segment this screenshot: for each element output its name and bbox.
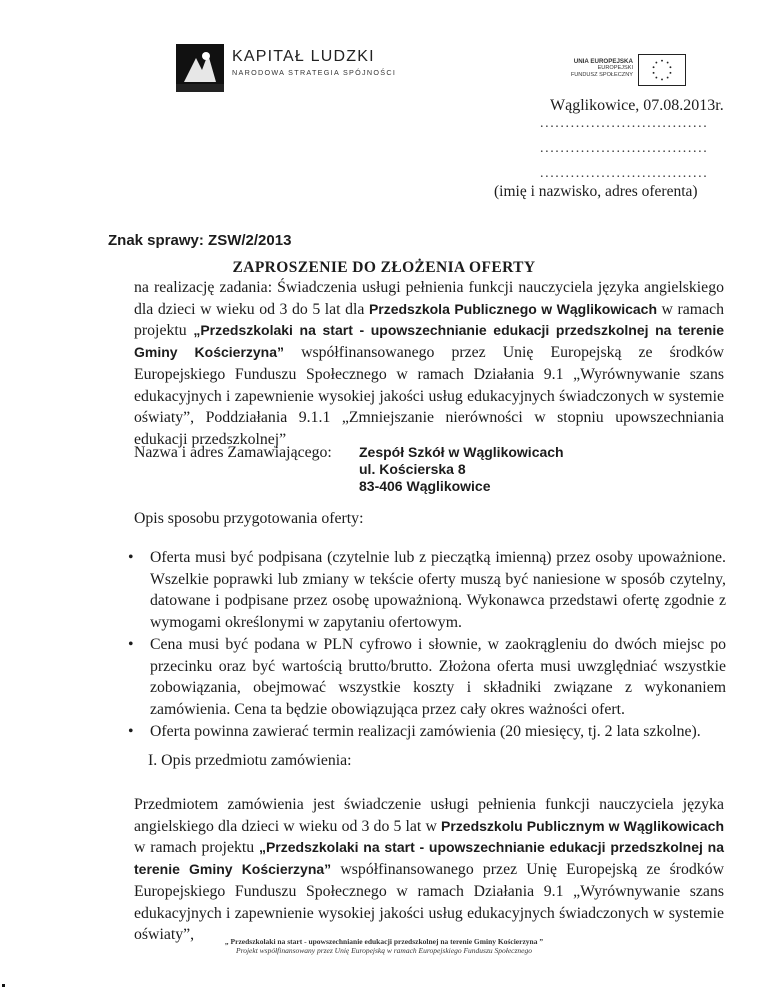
applicant-field-line-3: ................................. [540, 166, 709, 181]
subject-text-3: współfinansowanego przez Unię Europejską ze środków Europejskiego Funduszu Społecznego w ramach Działania 9.1 „Wyrównywanie szans edukacyjnych i zapewnienie wysokiej jakości usług edukacyjnych świadczonych w systemie oświaty”, [134, 861, 724, 944]
list-item-text: Cena musi być podana w PLN cyfrowo i słownie, w zaokrągleniu do dwóch miejsc po przecinku oraz być wartością brutto/brutto. Złożona oferta musi uwzględniać wszystkie zobowiązania, obejmować wszystkie koszty i składniki związane z wykonaniem zamówienia. Cena ta będzie obowiązująca przez cały okres ważności ofert. [150, 635, 726, 718]
intro-text-2: w ramach projektu [134, 300, 724, 340]
applicant-field-line-2: ................................. [540, 141, 709, 156]
program-name: KAPITAŁ LUDZKI [232, 48, 375, 65]
eu-fund-1: EUROPEJSKI [597, 65, 633, 71]
intro-project-name: „Przedszkolaki na start - upowszechnianie edukacji przedszkolnej na terenie Gminy Kościerzyna” [134, 322, 725, 361]
eu-fund-2: FUNDUSZ SPOŁECZNY [570, 72, 633, 78]
applicant-field-label: (imię i nazwisko, adres oferenta) [494, 183, 698, 200]
intro-text-1: na realizację zadania: Świadczenia usługi pełnienia funkcji nauczyciela języka angielskiego dla dzieci w wieku od 3 do 5 lat dla [134, 279, 724, 318]
footer-project: „ Przedszkolaki na start - upowszechnianie edukacji przedszkolnej na terenie Gminy Kościerzyna ” [224, 937, 544, 946]
applicant-field-line-1: ................................. [540, 116, 709, 131]
orderer-label: Nazwa i adres Zamawiającego: [134, 444, 332, 461]
program-subtitle: NARODOWA STRATEGIA SPÓJNOŚCI [232, 68, 397, 77]
list-item-text: Oferta powinna zawierać termin realizacji zamówienia (20 miesięcy, tj. 2 lata szkolne). [150, 722, 701, 740]
scan-mark [2, 984, 5, 987]
orderer-city: 83-406 Wąglikowice [359, 478, 491, 494]
orderer-address [359, 444, 564, 495]
intro-kindergarten: Przedszkola Publicznego w Wąglikowicach [368, 300, 658, 317]
preparation-heading: Opis sposobu przygotowania oferty: [134, 510, 364, 527]
subject-kindergarten: Przedszkolu Publicznym w Wąglikowicach [441, 817, 724, 834]
list-item-text: Oferta musi być podpisana (czytelnie lub z pieczątką imienną) przez osoby upoważnione. Wszelkie poprawki lub zmiany w tekście oferty muszą być naniesione w sposób czytelny, datowane i podpisane przez osobę upoważnioną. Wykonawca przedstawi ofertę zgodnie z wymogami określonymi w zapytaniu ofertowym. [150, 549, 726, 632]
page-footer [0, 937, 768, 955]
intro-text-3: współfinansowanego przez Unię Europejską ze środków Europejskiego Funduszu Społecznego w ramach Działania 9.1 „Wyrównywanie szans edukacyjnych i zapewnienie wysokiej jakości usług edukacyjnych świadczonych w systemie oświaty”, Poddziałania 9.1.1 „Zmniejszanie nierówności w stopniu upowszechniania edukacji przedszkolnej” [134, 344, 725, 448]
subject-project-name: „Przedszkolaki na start - upowszechnianie edukacji przedszkolnej na terenie Gminy Kościerzyna” [134, 839, 724, 878]
date-place: Wąglikowice, 07.08.2013r. [550, 97, 724, 114]
kapital-ludzki-logo [176, 44, 224, 92]
eu-flag-icon [638, 54, 686, 86]
subject-text-2: w ramach projektu [134, 839, 259, 857]
subject-text-1: Przedmiotem zamówienia jest świadczenie usługi pełnienia funkcji nauczyciela języka angielskiego dla dzieci w wieku od 3 do 5 lat w [134, 796, 724, 835]
list-item [128, 634, 726, 721]
footer-cofinancing: Projekt współfinansowany przez Unię Europejską w ramach Europejskiego Funduszu Społecznego [235, 946, 532, 955]
orderer-street: ul. Kościerska 8 [359, 461, 466, 477]
orderer-name: Zespół Szkół w Wąglikowicach [359, 444, 564, 460]
bullet-icon: • [128, 722, 134, 740]
subject-paragraph [134, 794, 724, 946]
preparation-list [128, 547, 726, 742]
eu-name: UNIA EUROPEJSKA [573, 58, 633, 65]
bullet-icon: • [128, 635, 134, 653]
bullet-icon: • [128, 549, 134, 566]
document-title: ZAPROSZENIE DO ZŁOŻENIA OFERTY [232, 259, 536, 276]
intro-paragraph [134, 277, 724, 451]
list-item [128, 547, 726, 634]
section-heading: I. Opis przedmiotu zamówienia: [148, 752, 352, 769]
list-item [128, 721, 726, 743]
case-number: Znak sprawy: ZSW/2/2013 [108, 232, 292, 249]
eu-label [571, 58, 633, 79]
